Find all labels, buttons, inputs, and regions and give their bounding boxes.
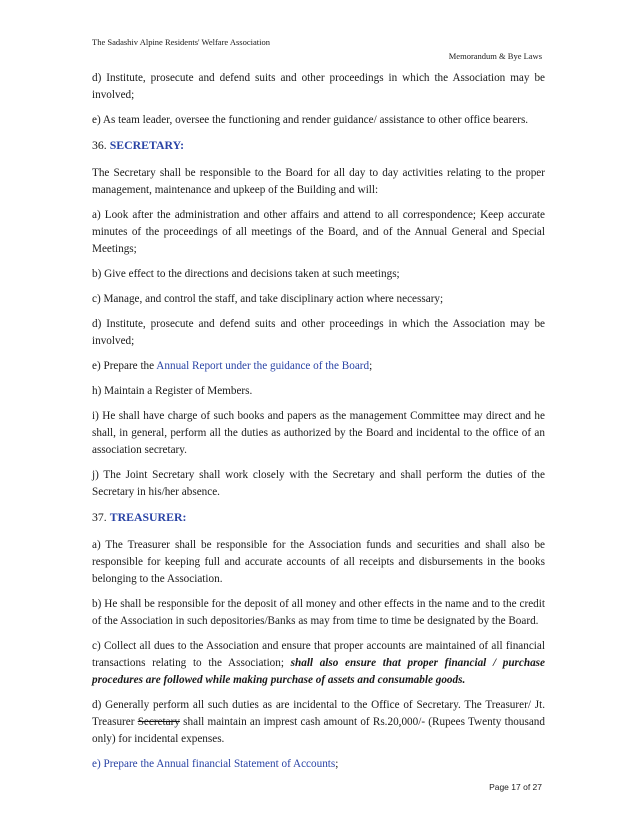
secretary-intro: The Secretary shall be responsible to the Board for all day to day activities relating to the proper management, maintenance and upkeep of the Building and will: <box>92 167 545 196</box>
clause-e-end: ; <box>335 758 339 770</box>
clause-d-institute-suits: d) Institute, prosecute and defend suits and other proceedings in which the Association may be involved; <box>92 72 545 101</box>
treasurer-clause-e <box>92 756 545 773</box>
secretary-clause-b: b) Give effect to the directions and decisions taken at such meetings; <box>92 268 400 280</box>
secretary-clause-c: c) Manage, and control the staff, and take disciplinary action where necessary; <box>92 293 444 305</box>
clause-d-part-2: shall maintain an imprest cash amount of Rs.20,000/- (Rupees Twenty thousand only) for incidental expenses. <box>92 716 545 745</box>
section-36-number: 36. <box>92 138 107 152</box>
header-doc-title: Memorandum & Bye Laws <box>448 51 542 61</box>
section-37-title: TREASURER: <box>109 510 187 524</box>
annual-statement-text: e) Prepare the Annual financial Statement of Accounts <box>92 758 336 770</box>
clause-d-part-1: d) Generally perform all such duties as are incidental to the Office of Secretary. The Treasurer/ Jt. Treasurer <box>92 699 545 728</box>
clause-e-prefix: e) Prepare the <box>92 360 157 372</box>
treasurer-clause-a: a) The Treasurer shall be responsible for the Association funds and securities and shall also be responsible for keeping full and accurate accounts of all receipts and disbursements in the books belonging to the Association. <box>92 539 545 585</box>
treasurer-clause-b: b) He shall be responsible for the deposit of all money and other effects in the name and to the credit of the Association in such depositories/Banks as may from time to time be designated by the Board. <box>92 598 545 627</box>
document-body <box>92 70 545 781</box>
section-36-title: SECRETARY: <box>109 138 185 152</box>
secretary-clause-h: h) Maintain a Register of Members. <box>92 385 253 397</box>
secretary-clause-d: d) Institute, prosecute and defend suits and other proceedings in which the Association may be involved; <box>92 318 545 347</box>
clause-e-team-leader: e) As team leader, oversee the functioning and render guidance/ assistance to other office bearers. <box>92 114 529 126</box>
clause-c-emphasis: shall also ensure that proper financial / purchase procedures are followed while making purchase of assets and consumable goods. <box>92 657 545 686</box>
section-36-heading <box>92 137 545 154</box>
clause-c-text: c) Collect all dues to the Association and ensure that proper accounts are maintained of all financial transactions relating to the Association; <box>92 640 545 669</box>
secretary-clause-j: j) The Joint Secretary shall work closely with the Secretary and shall perform the duties of the Secretary in his/her absence. <box>92 469 545 498</box>
section-37-heading <box>92 509 545 526</box>
page-number: Page 17 of 27 <box>489 782 542 792</box>
annual-report-text: Annual Report under the guidance of the Board <box>156 360 370 372</box>
struck-word: Secretary <box>137 716 180 728</box>
secretary-clause-i: i) He shall have charge of such books and papers as the management Committee may direct and he shall, in general, perform all the duties as authorized by the Board and incidental to the office of an association secretary. <box>92 410 545 456</box>
header-org-name: The Sadashiv Alpine Residents' Welfare Association <box>92 37 270 47</box>
treasurer-clause-c <box>92 638 545 689</box>
section-37-number: 37. <box>92 510 107 524</box>
clause-e-suffix: ; <box>369 360 373 372</box>
secretary-clause-a: a) Look after the administration and other affairs and attend to all correspondence; Keep accurate minutes of the proceedings of all meetings of the Board, and of the Annual General and Special Meetings; <box>92 209 545 255</box>
secretary-clause-e <box>92 358 545 375</box>
treasurer-clause-d <box>92 697 545 748</box>
